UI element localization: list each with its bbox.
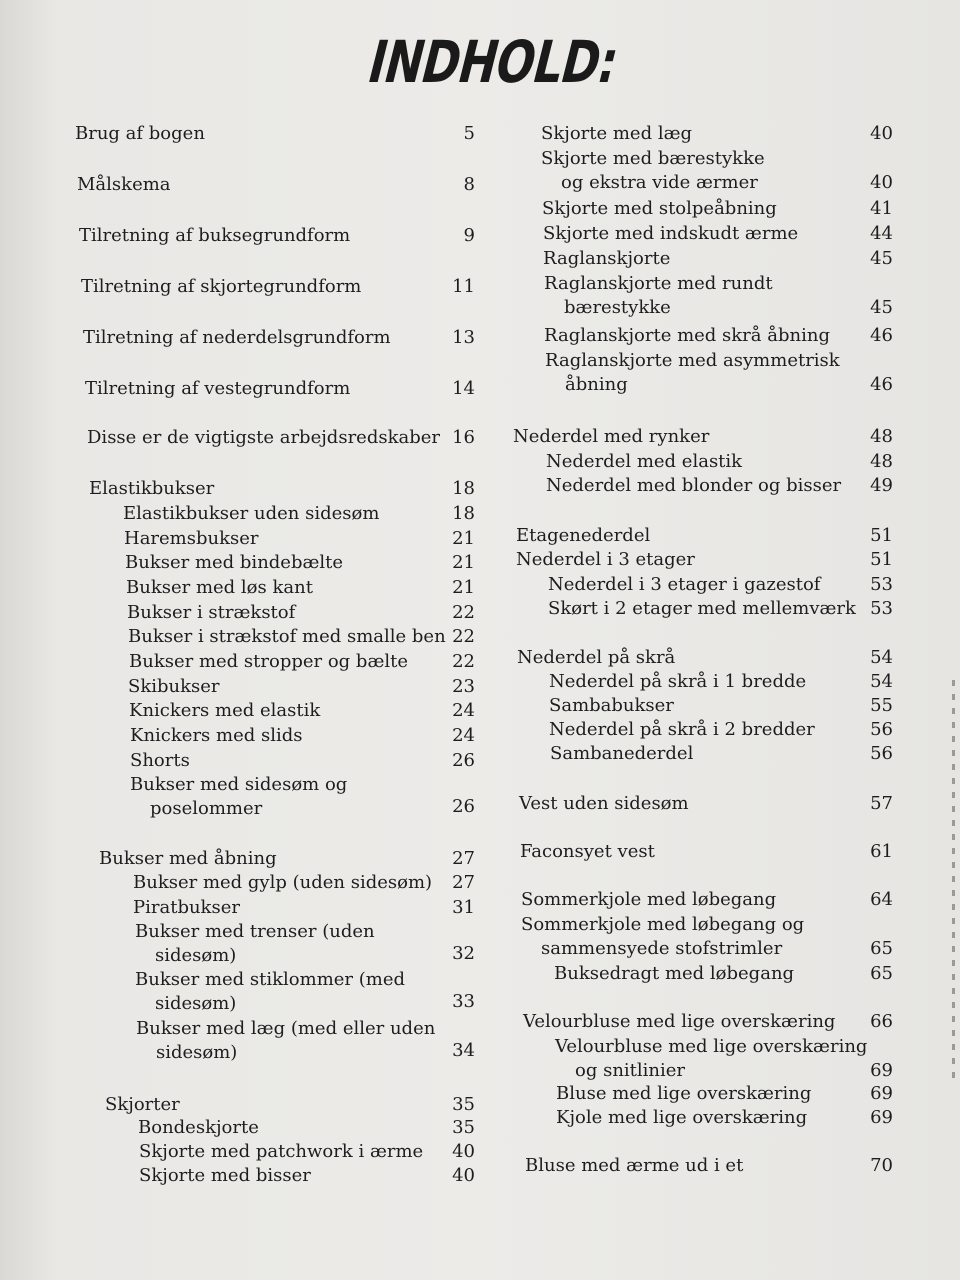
entry-page-number: 46: [870, 325, 893, 346]
entry-title: [79, 224, 350, 248]
entry-title-line: Bukser med stropper og bælte: [129, 651, 409, 672]
entry-title: [89, 477, 214, 501]
entry-title-line: sidesøm): [155, 993, 237, 1014]
entry-title: [541, 147, 765, 195]
entry-title-line: Skibukser: [128, 676, 220, 697]
entry-page-number: 33: [452, 991, 475, 1012]
entry-title-line: Nederdel i 3 etager: [516, 549, 695, 570]
entry-page-number: 35: [452, 1117, 475, 1138]
entry-title: [520, 840, 655, 864]
entry-page-number: 40: [870, 123, 893, 144]
entry-title: [126, 576, 313, 600]
entry-title-line: Tilretning af buksegrundform: [79, 225, 351, 246]
entry-page-number: 11: [452, 276, 475, 297]
entry-page-number: 54: [870, 647, 893, 668]
entry-title-line: Bondeskjorte: [138, 1117, 259, 1138]
entry-title-line: og snitlinier: [575, 1060, 686, 1081]
entry-title: [75, 122, 205, 146]
entry-title: [135, 968, 405, 1016]
entry-page-number: 8: [463, 174, 475, 195]
entry-title: [525, 1154, 743, 1178]
entry-title-line: Skjorte med bærestykke: [541, 148, 765, 169]
entry-title-line: Shorts: [130, 750, 190, 771]
entry-page-number: 22: [452, 651, 475, 672]
entry-title: [546, 474, 841, 498]
entry-page-number: 9: [463, 225, 475, 246]
entry-title: [136, 1017, 435, 1065]
entry-title: [124, 527, 259, 551]
entry-page-number: 61: [870, 841, 893, 862]
entry-title: [516, 524, 650, 548]
entry-page-number: 41: [870, 198, 893, 219]
entry-title-line: sidesøm): [155, 945, 237, 966]
entry-title: [130, 724, 302, 748]
entry-title: [129, 650, 408, 674]
entry-page-number: 32: [452, 943, 475, 964]
entry-title: [521, 888, 776, 912]
entry-title-line: Raglanskjorte med asymmetrisk: [545, 350, 840, 371]
entry-page-number: 22: [452, 602, 475, 623]
entry-page-number: 24: [452, 725, 475, 746]
entry-title: [129, 699, 320, 723]
entry-title: [87, 426, 440, 450]
entry-page-number: 48: [870, 451, 893, 472]
entry-title-line: sammensyede stofstrimler: [541, 938, 783, 959]
entry-title-line: Bukser med løs kant: [126, 577, 313, 598]
entry-page-number: 21: [452, 528, 475, 549]
entry-title: [545, 349, 840, 397]
entry-page-number: 56: [870, 743, 893, 764]
entry-title: [523, 1010, 835, 1034]
entry-title-line: Bluse med ærme ud i et: [525, 1155, 744, 1176]
entry-title: [543, 222, 798, 246]
entry-title-line: Nederdel med rynker: [513, 426, 710, 447]
entry-title-line: Skjorter: [105, 1094, 180, 1115]
entry-page-number: 26: [452, 796, 475, 817]
entry-title-line: Kjole med lige overskæring: [556, 1107, 808, 1128]
entry-page-number: 16: [452, 427, 475, 448]
entry-page-number: 35: [452, 1094, 475, 1115]
entry-title-line: Skørt i 2 etager med mellemværk: [548, 598, 856, 619]
entry-title-line: Skjorte med indskudt ærme: [543, 223, 799, 244]
entry-title: [517, 646, 675, 670]
entry-title-line: Bluse med lige overskæring: [556, 1083, 812, 1104]
entry-title-line: Nederdel med blonder og bisser: [546, 475, 842, 496]
entry-title: [133, 896, 240, 920]
entry-title-line: Elastikbukser uden sidesøm: [123, 503, 380, 524]
entry-page-number: 69: [870, 1060, 893, 1081]
entry-title-line: Tilretning af nederdelsgrundform: [83, 327, 391, 348]
entry-title: [548, 597, 856, 621]
entry-title-line: Nederdel i 3 etager i gazestof: [548, 574, 821, 595]
entry-title: [543, 247, 670, 271]
entry-page-number: 49: [870, 475, 893, 496]
entry-title-line: Knickers med slids: [130, 725, 303, 746]
entry-page-number: 18: [452, 503, 475, 524]
entry-page-number: 45: [870, 297, 893, 318]
entry-title-line: Målskema: [77, 174, 171, 195]
entry-title-line: Disse er de vigtigste arbejdsredskaber: [87, 427, 441, 448]
entry-page-number: 54: [870, 671, 893, 692]
entry-page-number: 18: [452, 478, 475, 499]
entry-title-line: og ekstra vide ærmer: [561, 172, 758, 193]
entry-title: [556, 1106, 807, 1130]
entry-title-line: Bukser med bindebælte: [125, 552, 344, 573]
entry-title: [127, 601, 295, 625]
entry-page-number: 51: [870, 549, 893, 570]
entry-page-number: 31: [452, 897, 475, 918]
entry-page-number: 13: [452, 327, 475, 348]
entry-title: [138, 1116, 259, 1140]
entry-title-line: Skjorte med bisser: [139, 1165, 311, 1186]
entry-title-line: Bukser med trenser (uden: [135, 921, 375, 942]
entry-title-line: Tilretning af skjortegrundform: [81, 276, 362, 297]
entry-title-line: Buksedragt med løbegang: [554, 963, 795, 984]
entry-page-number: 14: [452, 378, 475, 399]
entry-title: [130, 749, 190, 773]
entry-title-line: Velourbluse med lige overskæring: [555, 1036, 868, 1057]
entry-title: [556, 1082, 811, 1106]
entry-title-line: Velourbluse med lige overskæring: [523, 1011, 836, 1032]
entry-page-number: 22: [452, 626, 475, 647]
entry-title-line: Skjorte med patchwork i ærme: [139, 1141, 424, 1162]
entry-page-number: 5: [463, 123, 475, 144]
entry-title-line: Haremsbukser: [124, 528, 259, 549]
entry-page-number: 55: [870, 695, 893, 716]
entry-title-line: Bukser med gylp (uden sidesøm): [133, 872, 433, 893]
entry-page-number: 46: [870, 374, 893, 395]
entry-page-number: 66: [870, 1011, 893, 1032]
entry-title-line: Bukser med læg (med eller uden: [136, 1018, 436, 1039]
entry-title-line: Nederdel med elastik: [546, 451, 743, 472]
entry-title-line: Bukser i strækstof med smalle ben: [128, 626, 446, 647]
entry-title-line: Knickers med elastik: [129, 700, 321, 721]
entry-page-number: 69: [870, 1107, 893, 1128]
entry-title: [513, 425, 709, 449]
entry-title-line: Tilretning af vestegrundform: [85, 378, 351, 399]
entry-title: [519, 792, 689, 816]
entry-title: [77, 173, 171, 197]
entry-title: [549, 718, 815, 742]
entry-title-line: Vest uden sidesøm: [519, 793, 689, 814]
entry-title: [125, 551, 343, 575]
entry-title: [99, 847, 277, 871]
entry-page-number: 65: [870, 963, 893, 984]
entry-title: [139, 1140, 423, 1164]
entry-page-number: 56: [870, 719, 893, 740]
entry-page-number: 69: [870, 1083, 893, 1104]
entry-title-line: Raglanskjorte med skrå åbning: [544, 325, 830, 346]
entry-title-line: Nederdel på skrå: [517, 647, 676, 668]
entry-title: [139, 1164, 311, 1188]
entry-title: [133, 871, 432, 895]
entry-page-number: 27: [452, 848, 475, 869]
entry-title: [554, 962, 794, 986]
entry-title: [128, 675, 220, 699]
entry-page-number: 45: [870, 248, 893, 269]
entry-title: [542, 197, 777, 221]
binding-stitches: [952, 680, 955, 1080]
entry-title: [85, 377, 350, 401]
page-title: INDHOLD:: [361, 28, 626, 96]
entry-title-line: Skjorte med stolpeåbning: [542, 198, 777, 219]
entry-page-number: 24: [452, 700, 475, 721]
entry-page-number: 48: [870, 426, 893, 447]
entry-title: [128, 625, 446, 649]
entry-page-number: 40: [452, 1165, 475, 1186]
entry-page-number: 53: [870, 598, 893, 619]
entry-title-line: Sommerkjole med løbegang og: [521, 914, 805, 935]
entry-title-line: Nederdel på skrå i 1 bredde: [549, 671, 807, 692]
entry-title: [546, 450, 742, 474]
entry-title-line: åbning: [565, 374, 628, 395]
entry-title-line: poselommer: [150, 798, 263, 819]
entry-page-number: 26: [452, 750, 475, 771]
entry-title: [541, 122, 692, 146]
entry-title-line: Raglanskjorte med rundt: [544, 273, 773, 294]
entry-title: [555, 1035, 867, 1083]
entry-title-line: Raglanskjorte: [543, 248, 671, 269]
entry-title-line: Bukser med stiklommer (med: [135, 969, 406, 990]
entry-page-number: 57: [870, 793, 893, 814]
entry-title-line: Bukser med åbning: [99, 848, 277, 869]
entry-page-number: 27: [452, 872, 475, 893]
entry-title: [105, 1093, 180, 1117]
entry-title-line: Sommerkjole med løbegang: [521, 889, 777, 910]
entry-title: [516, 548, 695, 572]
entry-title: [130, 773, 347, 821]
entry-title-line: Nederdel på skrå i 2 bredder: [549, 719, 815, 740]
entry-page-number: 51: [870, 525, 893, 546]
entry-page-number: 34: [452, 1040, 475, 1061]
entry-page-number: 44: [870, 223, 893, 244]
entry-title: [544, 324, 830, 348]
entry-page-number: 21: [452, 552, 475, 573]
entry-title: [81, 275, 361, 299]
entry-page-number: 64: [870, 889, 893, 910]
entry-title: [549, 670, 806, 694]
entry-title-line: sidesøm): [156, 1042, 238, 1063]
entry-title: [521, 913, 804, 961]
entry-title-line: Brug af bogen: [75, 123, 205, 144]
entry-page-number: 70: [870, 1155, 893, 1176]
entry-title: [549, 694, 674, 718]
entry-title-line: bærestykke: [564, 297, 671, 318]
entry-title: [548, 573, 820, 597]
entry-page-number: 23: [452, 676, 475, 697]
entry-title-line: Sambabukser: [549, 695, 674, 716]
entry-title: [550, 742, 693, 766]
entry-title-line: Etagenederdel: [516, 525, 651, 546]
entry-title-line: Sambanederdel: [550, 743, 694, 764]
entry-page-number: 40: [870, 172, 893, 193]
entry-title-line: Bukser med sidesøm og: [130, 774, 348, 795]
entry-title: [123, 502, 379, 526]
entry-title-line: Bukser i strækstof: [127, 602, 296, 623]
entry-page-number: 65: [870, 938, 893, 959]
entry-title: [135, 920, 375, 968]
entry-title-line: Skjorte med læg: [541, 123, 693, 144]
entry-page-number: 40: [452, 1141, 475, 1162]
entry-page-number: 21: [452, 577, 475, 598]
entry-page-number: 53: [870, 574, 893, 595]
entry-title: [83, 326, 391, 350]
entry-title-line: Piratbukser: [133, 897, 240, 918]
entry-title: [544, 272, 773, 320]
entry-title-line: Faconsyet vest: [520, 841, 655, 862]
entry-title-line: Elastikbukser: [89, 478, 215, 499]
